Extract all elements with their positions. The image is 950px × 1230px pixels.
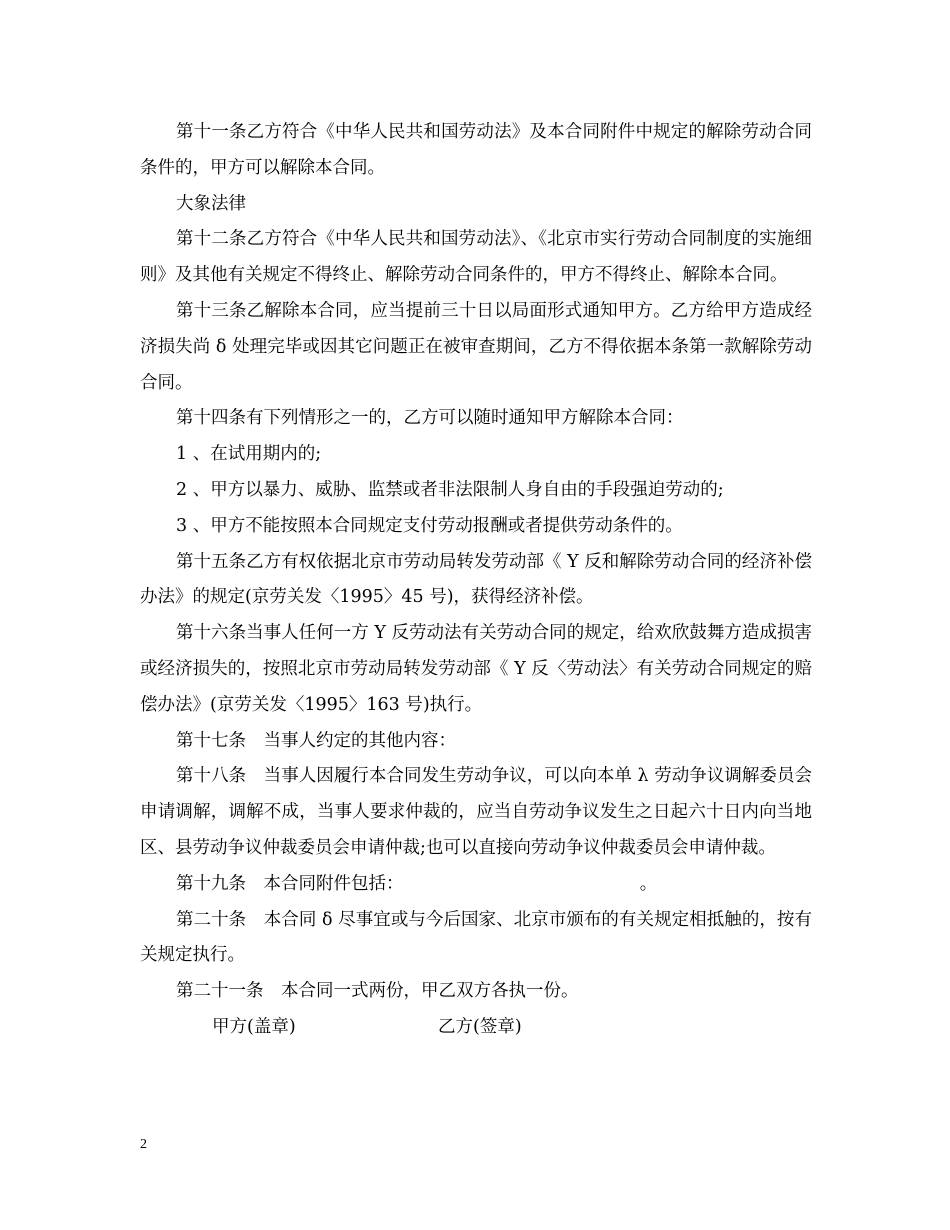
clause-14-item-1: 1 、在试用期内的; [176,444,322,465]
clause-18: 第十八条 当事人因履行本合同发生劳动争议，可以向本单 λ 劳动争议调解委员会申请调解，调解不成，当事人要求仲裁的，应当自劳动争议发生之日起六十日内向当地区、县劳动争议仲裁委员会申请仲裁;也可以直接向劳动争议仲裁委员会申请仲裁。 [140,766,812,858]
clause-16: 第十六条当事人任何一方 Υ 反劳动法有关劳动合同的规定，给欢欣鼓舞方造成损害或经济损失的，按照北京市劳动局转发劳动部《 Υ 反〈劳动法〉有关劳动合同规定的赔偿办法》(京劳关发〈1995〉163 号)执行。 [140,623,812,715]
watermark-text: 大象法律 [176,193,246,214]
clause-15: 第十五条乙方有权依据北京市劳动局转发劳动部《 Υ 反和解除劳动合同的经济补偿办法》的规定(京劳关发〈1995〉45 号)，获得经济补偿。 [140,551,812,608]
party-b-signature-label: 乙方(签章) [438,1016,522,1037]
signature-row [140,1010,812,1046]
clause-14: 第十四条有下列情形之一的，乙方可以随时通知甲方解除本合同： [176,408,684,429]
clause-21: 第二十一条 本合同一式两份，甲乙双方各执一份。 [176,981,579,1002]
page-number: 2 [140,1137,147,1152]
clause-14-item-2: 2 、甲方以暴力、威胁、监禁或者非法限制人身自由的手段强迫劳动的; [176,479,724,500]
contract-body [140,115,812,1046]
clause-17: 第十七条 当事人约定的其他内容： [176,730,456,751]
clause-14-item-3: 3 、甲方不能按照本合同规定支付劳动报酬或者提供劳动条件的。 [176,515,683,536]
clause-19: 第十九条 本合同附件包括： 。 [176,873,658,894]
clause-12: 第十二条乙方符合《中华人民共和国劳动法》、《北京市实行劳动合同制度的实施细则》及其他有关规定不得终止、解除劳动合同条件的，甲方不得终止、解除本合同。 [140,229,812,286]
clause-20: 第二十条 本合同 δ 尽事宜或与今后国家、北京市颁布的有关规定相抵触的，按有关规定执行。 [140,909,812,966]
clause-13: 第十三条乙解除本合同，应当提前三十日以局面形式通知甲方。乙方给甲方造成经济损失尚 δ 处理完毕或因其它问题正在被审查期间，乙方不得依据本条第一款解除劳动合同。 [140,300,812,393]
party-a-signature-label: 甲方(盖章) [212,1016,296,1037]
clause-11: 第十一条乙方符合《中华人民共和国劳动法》及本合同附件中规定的解除劳动合同条件的，甲方可以解除本合同。 [140,122,812,178]
